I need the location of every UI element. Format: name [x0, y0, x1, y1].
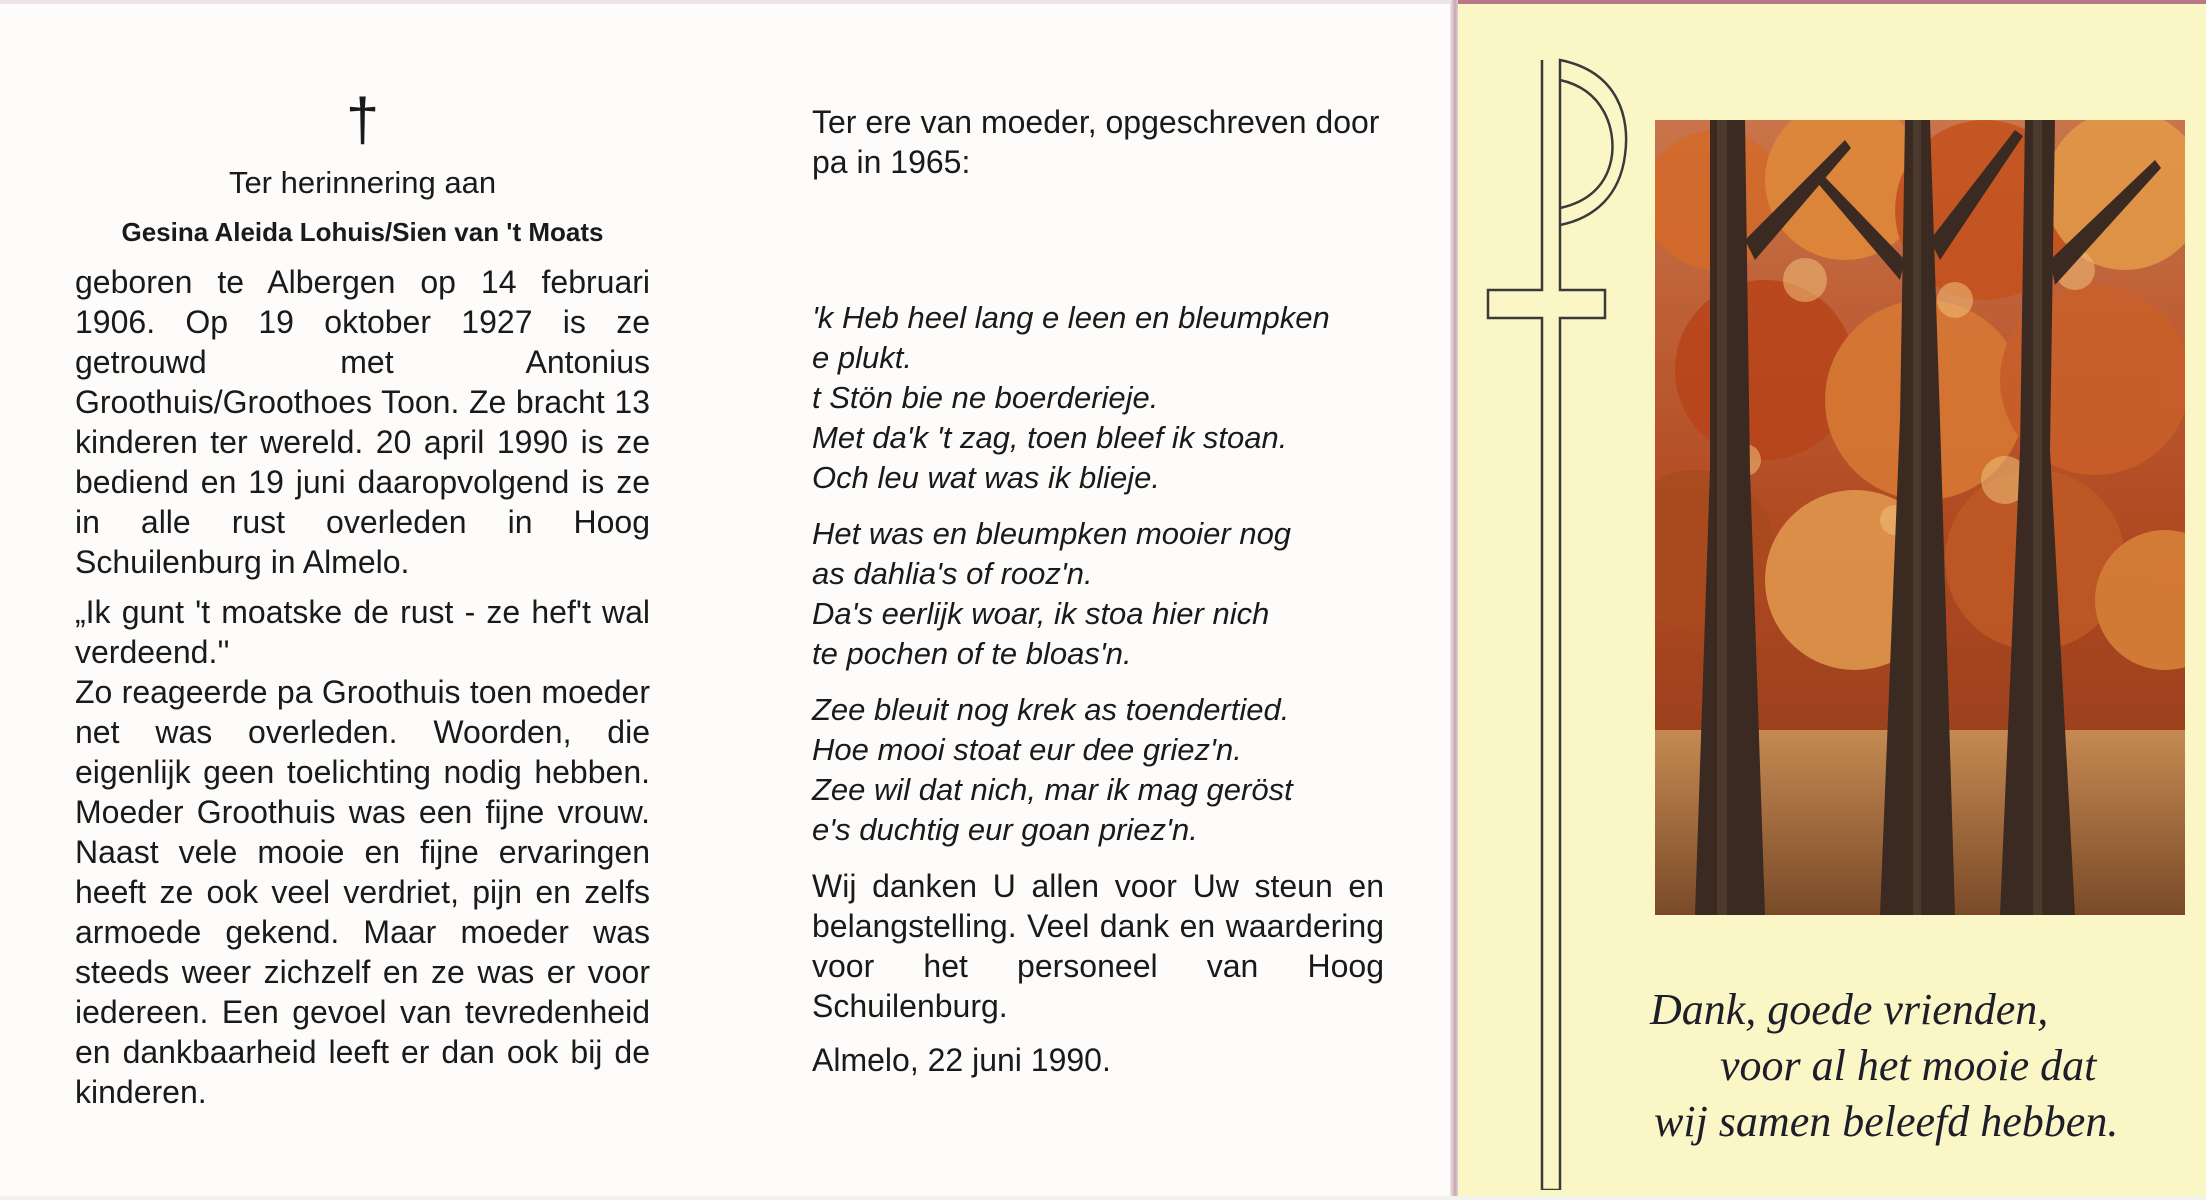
poem-line: t Stön bie ne boerderieje. — [812, 380, 1159, 415]
poem-line: as dahlia's of rooz'n. — [812, 556, 1093, 591]
poem-stanza — [812, 298, 1384, 498]
poem-intro: Ter ere van moeder, opgeschreven door pa in 1965: — [812, 104, 1380, 180]
poem-stanza — [812, 690, 1384, 850]
quote-text: „Ik gunt 't moatske de rust - ze hef't wal verdeend.'' — [75, 594, 650, 670]
closing-line: wij samen beleefd hebben. — [1654, 1097, 2119, 1146]
poem-line: Zee wil dat nich, mar ik mag geröst — [812, 772, 1293, 807]
middle-column — [812, 102, 1384, 1080]
left-column — [75, 86, 650, 1112]
poem-line: e's duchtig eur goan priez'n. — [812, 812, 1198, 847]
poem-line: Het was en bleumpken mooier nog — [812, 516, 1292, 551]
poem-line: e plukt. — [812, 340, 912, 375]
closing-line: Dank, goede vrienden, — [1650, 985, 2049, 1034]
closing-line: voor al het mooie dat — [1720, 1041, 2097, 1090]
poem-stanza — [812, 514, 1384, 674]
poem-line: Zee bleuit nog krek as toendertied. — [812, 692, 1290, 727]
poem-line: 'k Heb heel lang e leen en bleumpken — [812, 300, 1330, 335]
poem-line: Da's eerlijk woar, ik stoa hier nich — [812, 596, 1270, 631]
place-date: Almelo, 22 juni 1990. — [812, 1042, 1111, 1078]
biography-text: geboren te Albergen op 14 februari 1906. Op 19 oktober 1927 is ze getrouwd met Antonius Groothuis/Groothoes Toon. Ze bracht 13 kinderen ter wereld. 20 april 1990 is ze bediend en 19 juni daaropvolgend is ze in alle rust overleden in Hoog Schuilenburg in Almelo. — [75, 264, 650, 580]
memorial-heading: Ter herinnering aan — [228, 165, 497, 200]
deceased-name: Gesina Aleida Lohuis/Sien van 't Moats — [121, 217, 604, 247]
thanks-text: Wij danken U allen voor Uw steun en belangstelling. Veel dank en waardering voor het personeel van Hoog Schuilenburg. — [812, 868, 1384, 1024]
poem-line: Och leu wat was ik blieje. — [812, 460, 1161, 495]
poem-line: Hoe mooi stoat eur dee griez'n. — [812, 732, 1242, 767]
tribute-text: Zo reageerde pa Groothuis toen moeder net was overleden. Woorden, die eigenlijk geen toelichting nodig hebben. Moeder Groothuis was een fijne vrouw. Naast vele mooie en fijne ervaringen heeft ze ook veel verdriet, pijn en zelfs armoede gekend. Maar moeder was steeds weer zichzelf en ze was er voor iedereen. Een gevoel van tevredenheid en dankbaarheid leeft er dan ook bij de kinderen. — [75, 674, 650, 1110]
poem-line: Met da'k 't zag, toen bleef ik stoan. — [812, 420, 1288, 455]
autumn-forest-photo — [1655, 120, 2185, 915]
cross-icon: † — [345, 86, 380, 153]
closing-message — [1650, 982, 2190, 1150]
chi-rho-cross-icon — [1480, 50, 1640, 1190]
poem-line: te pochen of te bloas'n. — [812, 636, 1132, 671]
poem — [812, 298, 1384, 850]
